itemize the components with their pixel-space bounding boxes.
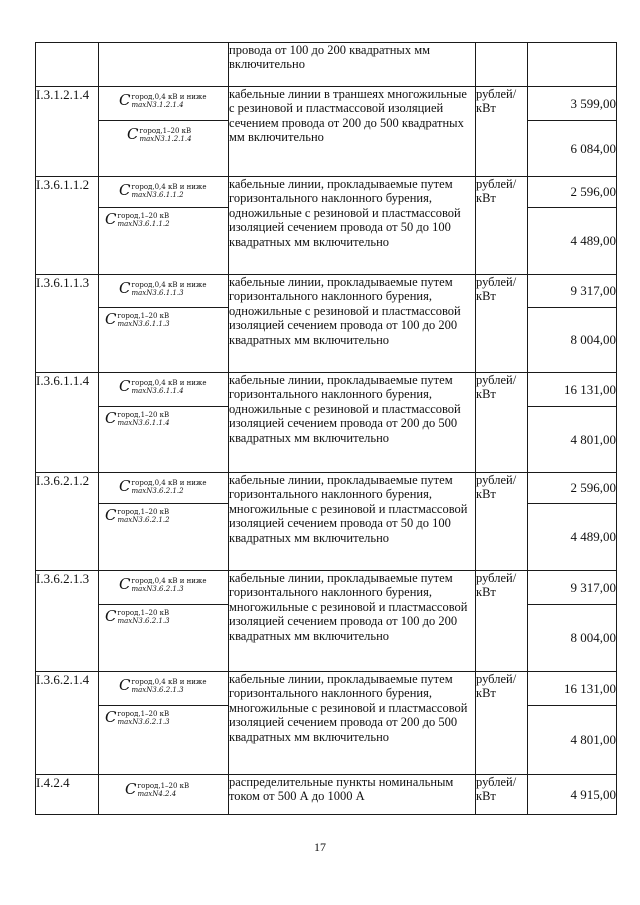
tariff-symbol-subscript: maxN3.6.1.1.2 [117, 219, 170, 228]
code-cell: I.3.6.2.1.2 [36, 473, 99, 571]
table-row [36, 87, 617, 121]
tariff-symbol: C город,0,4 кВ и ниже maxN3.6.2.1.3 [119, 676, 207, 694]
value-cell-medium-voltage: 4 489,00 [528, 208, 617, 275]
tariff-symbol-superscript: город,0,4 кВ и ниже [131, 478, 207, 487]
unit-cell: рублей/кВт [476, 373, 528, 473]
symbol-cell-low-voltage [99, 373, 229, 407]
tariff-symbol-subscript: maxN3.6.1.1.2 [131, 190, 184, 199]
description-cell: распределительные пункты номинальным током от 500 А до 1000 А [229, 775, 476, 815]
tariff-symbol-subscript: maxN4.2.4 [137, 789, 177, 798]
tariff-symbol-subscript: maxN3.6.1.1.3 [131, 288, 184, 297]
tariff-symbol-superscript: город,1–20 кВ [117, 709, 170, 718]
value-cell-medium-voltage: 8 004,00 [528, 605, 617, 672]
symbol-cell-low-voltage [99, 87, 229, 121]
tariff-symbol: C город,0,4 кВ и ниже maxN3.6.2.1.3 [119, 575, 207, 593]
symbol-cell-medium-voltage [99, 208, 229, 275]
value-cell-medium-voltage: 4 801,00 [528, 706, 617, 775]
tariff-symbol: C город,1–20 кВ maxN3.6.2.1.2 [105, 506, 170, 524]
value-cell-medium-voltage: 4 489,00 [528, 504, 617, 571]
unit-cell: рублей/кВт [476, 177, 528, 275]
symbol-cell-low-voltage [99, 571, 229, 605]
symbol-cell [99, 43, 229, 87]
tariff-table [35, 42, 617, 815]
unit-cell: рублей/кВт [476, 571, 528, 672]
tariff-symbol-superscript: город,1–20 кВ [117, 410, 170, 419]
value-cell-medium-voltage: 6 084,00 [528, 121, 617, 177]
description-cell: кабельные линии в траншеях многожильные с резиновой и пластмассовой изоляцией сечением провода от 200 до 500 квадратных мм включительно [229, 87, 476, 177]
tariff-symbol: C город,1–20 кВ maxN3.6.2.1.3 [105, 708, 170, 726]
code-cell: I.3.6.2.1.3 [36, 571, 99, 672]
tariff-symbol-superscript: город,1–20 кВ [137, 781, 190, 790]
tariff-symbol-subscript: maxN3.6.2.1.3 [131, 685, 184, 694]
tariff-symbol-superscript: город,0,4 кВ и ниже [131, 677, 207, 686]
unit-cell: рублей/кВт [476, 87, 528, 177]
tariff-symbol-subscript: maxN3.6.2.1.3 [131, 584, 184, 593]
code-cell: I.3.6.1.1.3 [36, 275, 99, 373]
tariff-table-body [36, 43, 617, 815]
code-cell: I.3.6.1.1.4 [36, 373, 99, 473]
description-cell: кабельные линии, прокладываемые путем горизонтального наклонного бурения, одножильные с резиновой и пластмассовой изоляцией сечением провода от 100 до 200 квадратных мм включительно [229, 275, 476, 373]
table-row [36, 672, 617, 706]
tariff-symbol-superscript: город,1–20 кВ [117, 608, 170, 617]
tariff-symbol-subscript: maxN3.6.2.1.3 [117, 717, 170, 726]
table-row [36, 373, 617, 407]
tariff-symbol-superscript: город,0,4 кВ и ниже [131, 576, 207, 585]
value-cell-low-voltage: 16 131,00 [528, 373, 617, 407]
tariff-symbol-superscript: город,1–20 кВ [117, 211, 170, 220]
table-row-continuation [36, 43, 617, 87]
unit-cell: рублей/кВт [476, 275, 528, 373]
code-cell: I.3.1.2.1.4 [36, 87, 99, 177]
value-cell [528, 43, 617, 87]
description-cell: кабельные линии, прокладываемые путем горизонтального наклонного бурения, многожильные с резиновой и пластмассовой изоляцией сечением провода от 50 до 100 квадратных мм включительно [229, 473, 476, 571]
tariff-symbol: C город,1–20 кВ maxN3.6.1.1.2 [105, 210, 170, 228]
value-cell-medium-voltage: 4 801,00 [528, 407, 617, 473]
tariff-symbol-superscript: город,0,4 кВ и ниже [131, 182, 207, 191]
unit-cell: рублей/кВт [476, 672, 528, 775]
value-cell-medium-voltage: 8 004,00 [528, 308, 617, 373]
description-cell: провода от 100 до 200 квадратных мм включительно [229, 43, 476, 87]
value-cell-low-voltage: 9 317,00 [528, 275, 617, 308]
tariff-symbol-superscript: город,1–20 кВ [139, 126, 192, 135]
symbol-cell-medium-voltage [99, 121, 229, 177]
symbol-cell-medium-voltage [99, 407, 229, 473]
tariff-symbol-subscript: maxN3.6.2.1.2 [117, 515, 170, 524]
tariff-symbol-superscript: город,1–20 кВ [117, 311, 170, 320]
symbol-cell-low-voltage [99, 473, 229, 504]
symbol-cell-medium-voltage [99, 605, 229, 672]
symbol-cell-medium-voltage [99, 504, 229, 571]
tariff-symbol-subscript: maxN3.6.2.1.2 [131, 486, 184, 495]
symbol-cell-low-voltage [99, 177, 229, 208]
code-cell: I.3.6.1.1.2 [36, 177, 99, 275]
tariff-symbol: C город,1–20 кВ maxN3.1.2.1.4 [127, 125, 192, 143]
tariff-symbol-superscript: город,1–20 кВ [117, 507, 170, 516]
tariff-symbol-subscript: maxN3.6.1.1.4 [131, 386, 184, 395]
tariff-symbol-subscript: maxN3.1.2.1.4 [139, 134, 192, 143]
symbol-cell-medium-voltage [99, 308, 229, 373]
tariff-symbol: C город,1–20 кВ maxN3.6.1.1.3 [105, 310, 170, 328]
table-row [36, 775, 617, 815]
value-cell: 4 915,00 [528, 775, 617, 815]
page-number: 17 [314, 840, 326, 854]
table-row [36, 571, 617, 605]
value-cell-low-voltage: 2 596,00 [528, 177, 617, 208]
tariff-symbol-superscript: город,0,4 кВ и ниже [131, 280, 207, 289]
table-row [36, 275, 617, 308]
tariff-symbol-subscript: maxN3.1.2.1.4 [131, 100, 184, 109]
value-cell-low-voltage: 3 599,00 [528, 87, 617, 121]
unit-cell [476, 43, 528, 87]
tariff-symbol: C город,1–20 кВ maxN3.6.1.1.4 [105, 409, 170, 427]
tariff-symbol: C город,0,4 кВ и ниже maxN3.6.1.1.3 [119, 279, 207, 297]
description-cell: кабельные линии, прокладываемые путем горизонтального наклонного бурения, многожильные с резиновой и пластмассовой изоляцией сечением провода от 200 до 500 квадратных мм включительно [229, 672, 476, 775]
tariff-symbol-subscript: maxN3.6.2.1.3 [117, 616, 170, 625]
tariff-symbol: C город,1–20 кВ maxN3.6.2.1.3 [105, 607, 170, 625]
code-cell: I.3.6.2.1.4 [36, 672, 99, 775]
code-cell [36, 43, 99, 87]
code-cell: I.4.2.4 [36, 775, 99, 815]
tariff-symbol: C город,0,4 кВ и ниже maxN3.1.2.1.4 [119, 91, 207, 109]
value-cell-low-voltage: 16 131,00 [528, 672, 617, 706]
unit-cell: рублей/кВт [476, 473, 528, 571]
unit-cell: рублей/кВт [476, 775, 528, 815]
table-row [36, 177, 617, 208]
tariff-symbol-superscript: город,0,4 кВ и ниже [131, 378, 207, 387]
symbol-cell-medium-voltage [99, 775, 229, 815]
symbol-cell-low-voltage [99, 275, 229, 308]
symbol-cell-low-voltage [99, 672, 229, 706]
description-cell: кабельные линии, прокладываемые путем горизонтального наклонного бурения, одножильные с резиновой и пластмассовой изоляцией сечением провода от 50 до 100 квадратных мм включительно [229, 177, 476, 275]
tariff-symbol: C город,0,4 кВ и ниже maxN3.6.1.1.4 [119, 377, 207, 395]
tariff-symbol-subscript: maxN3.6.1.1.3 [117, 319, 170, 328]
description-cell: кабельные линии, прокладываемые путем горизонтального наклонного бурения, одножильные с резиновой и пластмассовой изоляцией сечением провода от 200 до 500 квадратных мм включительно [229, 373, 476, 473]
description-cell: кабельные линии, прокладываемые путем горизонтального наклонного бурения, многожильные с резиновой и пластмассовой изоляцией сечением провода от 100 до 200 квадратных мм включительно [229, 571, 476, 672]
value-cell-low-voltage: 9 317,00 [528, 571, 617, 605]
table-row [36, 473, 617, 504]
tariff-symbol: C город,0,4 кВ и ниже maxN3.6.1.1.2 [119, 181, 207, 199]
symbol-cell-medium-voltage [99, 706, 229, 775]
value-cell-low-voltage: 2 596,00 [528, 473, 617, 504]
tariff-symbol-subscript: maxN3.6.1.1.4 [117, 418, 170, 427]
tariff-symbol: C город,1–20 кВ maxN4.2.4 [125, 780, 190, 798]
tariff-symbol: C город,0,4 кВ и ниже maxN3.6.2.1.2 [119, 477, 207, 495]
tariff-symbol-superscript: город,0,4 кВ и ниже [131, 92, 207, 101]
